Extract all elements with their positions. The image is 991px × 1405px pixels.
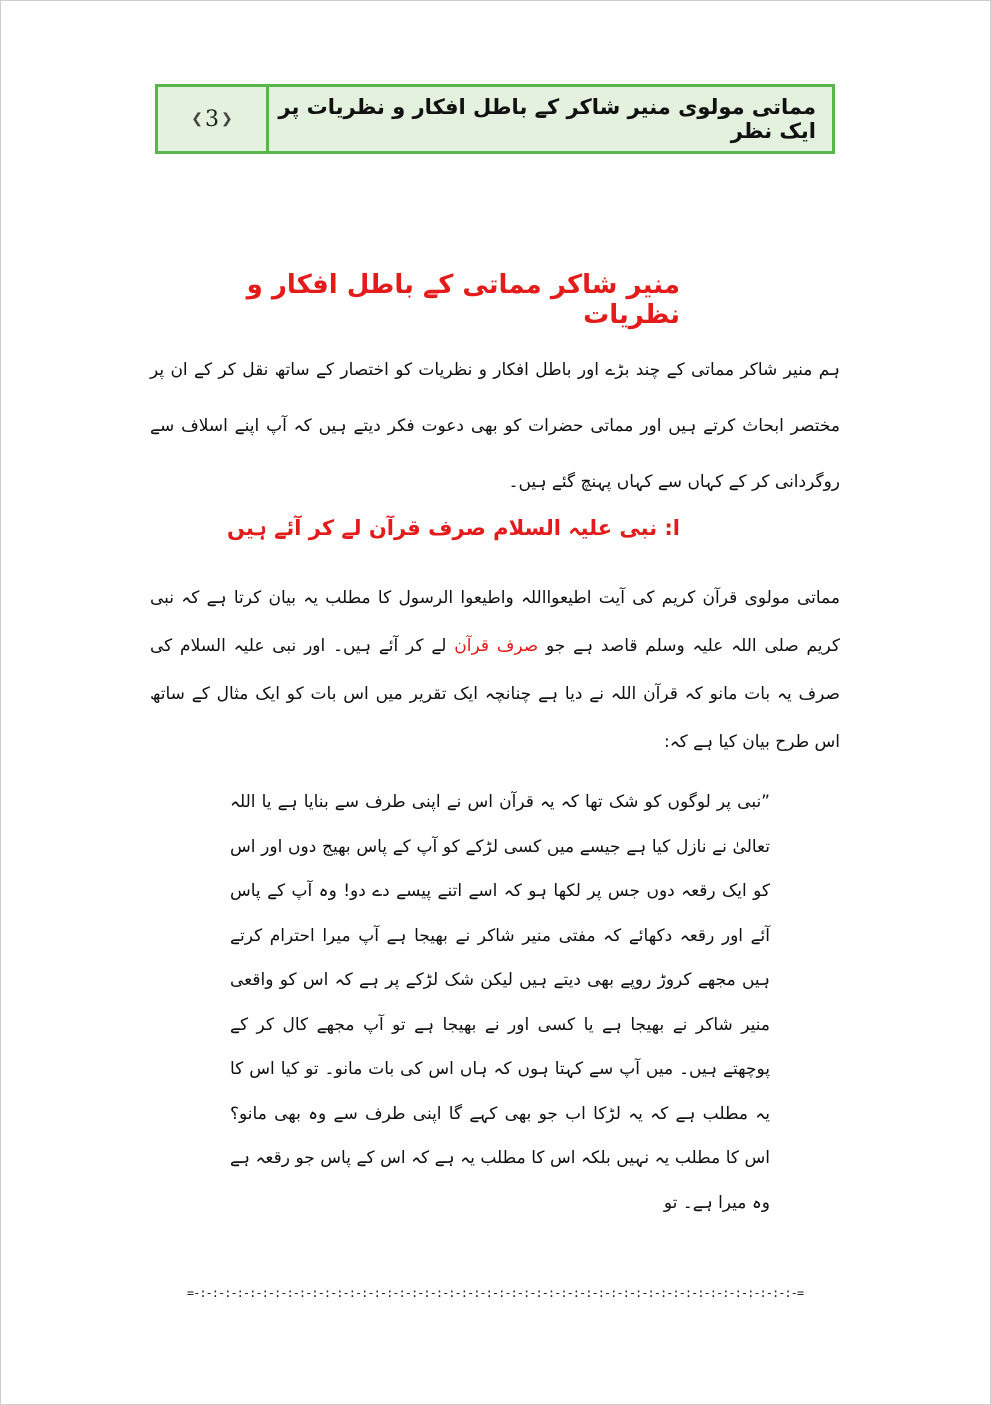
intro-paragraph: ہم منیر شاکر مماتی کے چند بڑے اور باطل افکار و نظریات کو اختصار کے ساتھ نقل کر کے ان پر مختصر ابحاث کرتے ہیں اور مماتی حضرات کو بھی دعوت فکر دیتے ہیں کہ آپ اپنے اسلاف سے روگردانی کر کے کہاں سے کہاں پہنچ گئے ہیں۔ — [150, 360, 840, 492]
chapter-title: منیر شاکر مماتی کے باطل افکار و نظریات — [246, 270, 680, 330]
block-quote: ”نبی پر لوگوں کو شک تھا کہ یہ قرآن اس نے اپنی طرف سے بنایا ہے یا اللہ تعالیٰ نے نازل کیا ہے جیسے میں کسی لڑکے کو آپ کے پاس بھیج دوں اور اس کو ایک رقعہ دوں جس پر لکھا ہو کہ اسے اتنے پیسے دے دو! وہ آپ کے پاس آئے اور رقعہ دکھائے کہ مفتی منیر شاکر نے بھیجا ہے آپ میرا احترام کرتے ہیں مجھے کروڑ روپے بھی دیتے ہیں لیکن شک لڑکے پر ہے کہ اس کو واقعی منیر شاکر نے بھیجا ہے یا کسی اور نے بھیجا ہے تو آپ مجھے کال کر کے پوچھتے ہیں۔ میں آپ سے کہتا ہوں کہ ہاں اس کی بات مانو۔ تو کیا اس کا یہ مطلب ہے کہ یہ لڑکا اب جو بھی کہے گا اپنی طرف سے وہ بھی مانو؟ اس کا مطلب یہ نہیں بلکہ اس کا مطلب یہ ہے کہ اس کے پاس جو رقعہ ہے وہ میرا ہے۔ تو — [230, 792, 770, 1213]
footer-divider: =-:-:-:-:-:-:-:-:-:-:-:-:-:-:-:-:-:-:-:-:-:-:-:-:-:-:-:-:-:-:-:-:-:-:-:-:-:-:-:-:-:-:-:-:-:-:-:-:-= — [186, 1286, 804, 1300]
section-heading: ا: نبی علیہ السلام صرف قرآن لے کر آئے ہیں — [227, 516, 680, 540]
page-header — [155, 84, 835, 154]
body-text-part1: مماتی مولوی قرآن کریم کی آیت اطیعوااللہ واطیعوا الرسول کا مطلب یہ بیان کرتا ہے کہ نبی کریم صلی اللہ علیہ وسلم قاصد ہے جو — [150, 588, 840, 656]
left-ornament-icon: ❮ — [191, 111, 203, 127]
body-highlight: صرف قرآن — [454, 636, 539, 656]
body-paragraph — [150, 574, 840, 766]
right-ornament-icon: ❯ — [221, 111, 233, 127]
page-number: 3 — [205, 106, 219, 132]
page-number-box — [158, 87, 269, 151]
body-text-part2: لے کر آئے ہیں۔ اور نبی علیہ السلام کی صرف یہ بات مانو کہ قرآن اللہ نے دیا ہے چنانچہ ایک تقریر میں اس بات کو ایک مثال کے ساتھ اس طرح بیان کیا ہے کہ: — [150, 636, 840, 752]
book-title: مماتی مولوی منیر شاکر کے باطل افکار و نظریات پر ایک نظر — [278, 95, 816, 143]
